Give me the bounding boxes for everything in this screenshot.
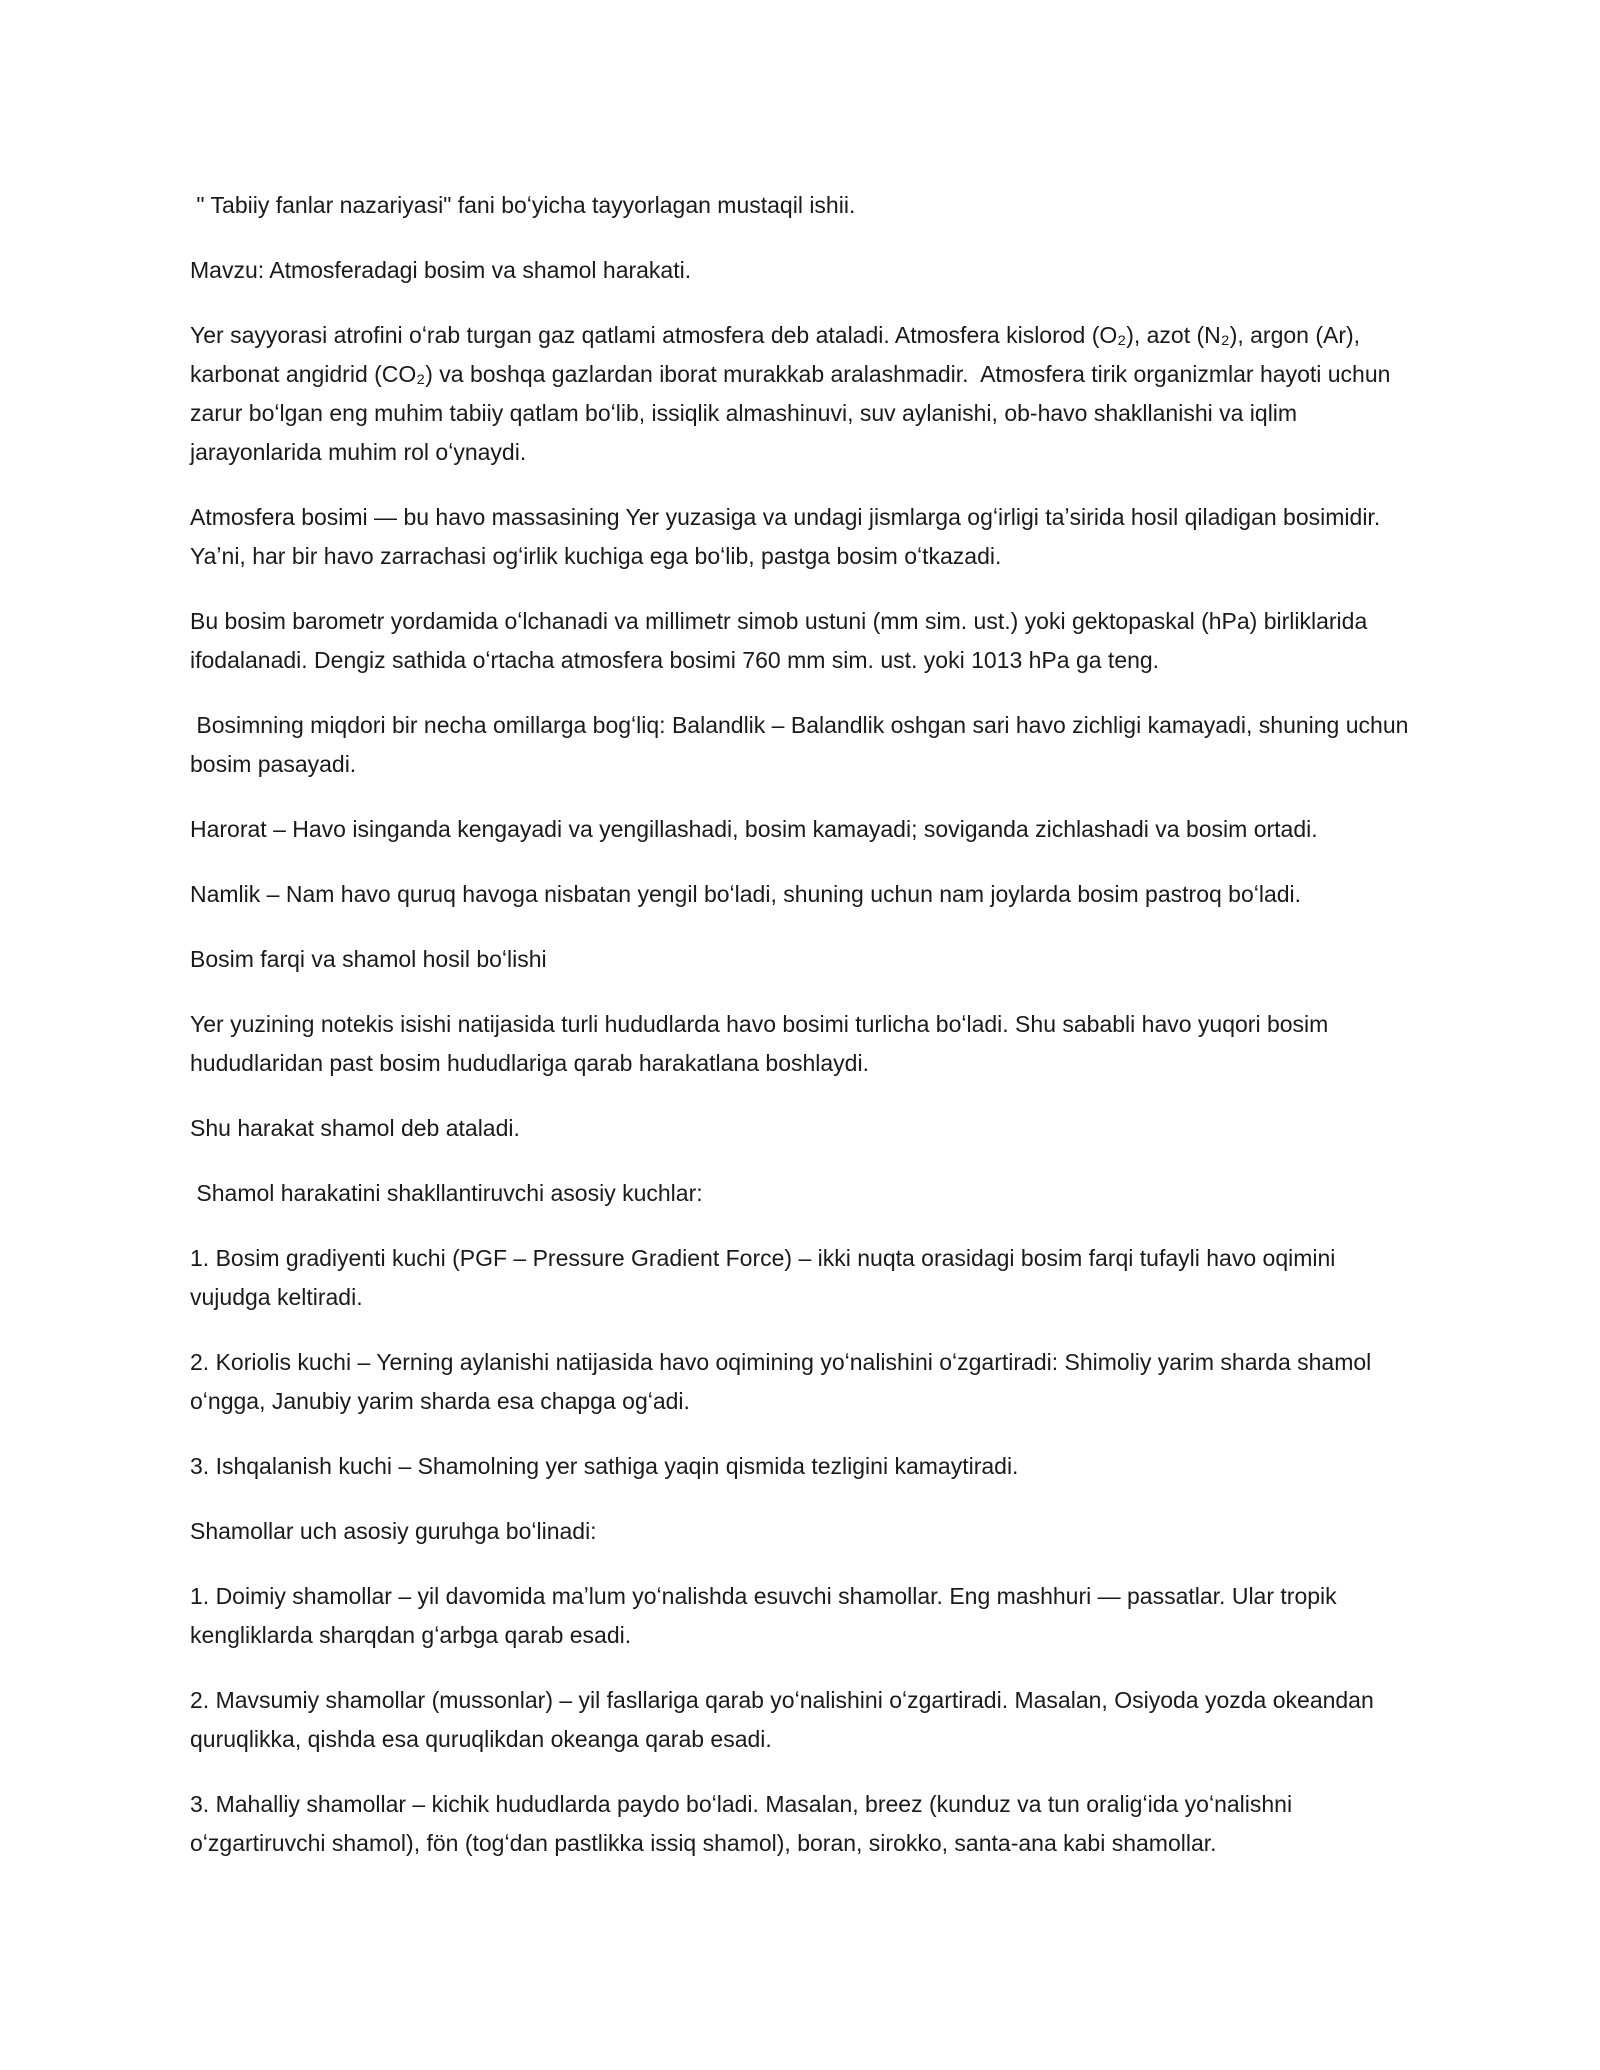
topic-title: Mavzu: Atmosferadagi bosim va shamol harakati. xyxy=(190,257,692,283)
section-heading: Shamollar uch asosiy guruhga boʻlinadi: xyxy=(190,1518,597,1544)
paragraph: Bu bosim barometr yordamida oʻlchanadi va millimetr simob ustuni (mm sim. ust.) yoki gektopaskal (hPa) birliklarida ifodalanadi. Dengiz sathida oʻrtacha atmosfera bosimi 760 mm sim. ust. yoki 1013 hPa ga teng. xyxy=(190,608,1374,673)
list-item: 3. Mahalliy shamollar – kichik hududlarda paydo boʻladi. Masalan, breez (kunduz va tun oraligʻida yoʻnalishni oʻzgartiruvchi shamol), fön (togʻdan pastlikka issiq shamol), boran, sirokko, santa-ana kabi shamollar. xyxy=(190,1791,1299,1856)
list-item: 2. Koriolis kuchi – Yerning aylanishi natijasida havo oqimining yoʻnalishini oʻzgartiradi: Shimoliy yarim sharda shamol oʻngga, Janubiy yarim sharda esa chapga ogʻadi. xyxy=(190,1349,1378,1414)
section-heading: Shamol harakatini shakllantiruvchi asosiy kuchlar: xyxy=(190,1180,703,1206)
paragraph: Atmosfera bosimi — bu havo massasining Yer yuzasiga va undagi jismlarga ogʻirligi taʼsirida hosil qiladigan bosimidir. Yaʼni, har bir havo zarrachasi ogʻirlik kuchiga ega boʻlib, pastga bosim oʻtkazadi. xyxy=(190,504,1387,569)
list-item: 2. Mavsumiy shamollar (mussonlar) – yil fasllariga qarab yoʻnalishini oʻzgartiradi. Masalan, Osiyoda yozda okeandan quruqlikka, qishda esa quruqlikdan okeanga qarab esadi. xyxy=(190,1687,1381,1752)
paragraph: Namlik – Nam havo quruq havoga nisbatan yengil boʻladi, shuning uchun nam joylarda bosim pastroq boʻladi. xyxy=(190,881,1302,907)
list-item: 1. Doimiy shamollar – yil davomida maʼlum yoʻnalishda esuvchi shamollar. Eng mashhuri — passatlar. Ular tropik kengliklarda sharqdan gʻarbga qarab esadi. xyxy=(190,1583,1344,1648)
list-item: 1. Bosim gradiyenti kuchi (PGF – Pressure Gradient Force) – ikki nuqta orasidagi bosim farqi tufayli havo oqimini vujudga keltiradi. xyxy=(190,1245,1342,1310)
list-item: 3. Ishqalanish kuchi – Shamolning yer sathiga yaqin qismida tezligini kamaytiradi. xyxy=(190,1453,1019,1479)
section-heading: Bosim farqi va shamol hosil boʻlishi xyxy=(190,946,547,972)
paragraph: Yer yuzining notekis isishi natijasida turli hududlarda havo bosimi turlicha boʻladi. Shu sababli havo yuqori bosim hududlaridan past bosim hududlariga qarab harakatlana boshlaydi. xyxy=(190,1011,1335,1076)
paragraph: Yer sayyorasi atrofini oʻrab turgan gaz qatlami atmosfera deb ataladi. Atmosfera kislorod (O₂), azot (N₂), argon (Ar), karbonat angidrid (CO₂) va boshqa gazlardan iborat murakkab aralashmadir. Atmosfera tirik organizmlar hayoti uchun zarur boʻlgan eng muhim tabiiy qatlam boʻlib, issiqlik almashinuvi, suv aylanishi, ob-havo shakllanishi va iqlim jarayonlarida muhim rol oʻynaydi. xyxy=(190,322,1397,465)
paragraph: Shu harakat shamol deb ataladi. xyxy=(190,1115,520,1141)
paragraph: Bosimning miqdori bir necha omillarga bogʻliq: Balandlik – Balandlik oshgan sari havo zichligi kamayadi, shuning uchun bosim pasayadi. xyxy=(190,712,1415,777)
document-heading: " Tabiiy fanlar nazariyasi" fani boʻyicha tayyorlagan mustaqil ishii. xyxy=(190,192,856,218)
document-body xyxy=(190,186,1420,1889)
paragraph: Harorat – Havo isinganda kengayadi va yengillashadi, bosim kamayadi; soviganda zichlashadi va bosim ortadi. xyxy=(190,816,1318,842)
